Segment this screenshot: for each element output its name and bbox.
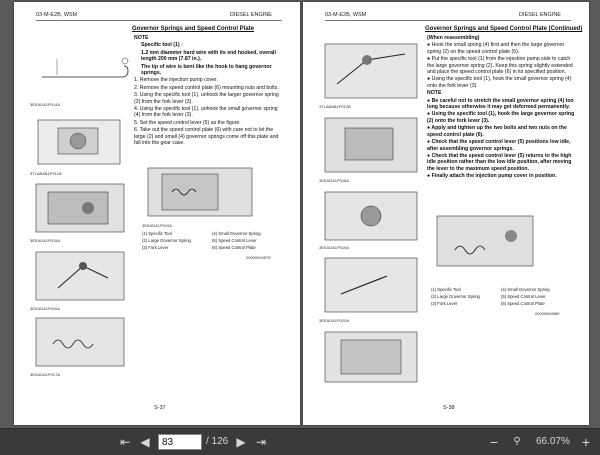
- note-line: Using the specific tool (1), hook the large governor spring (2) onto the fork lever (3).: [427, 111, 575, 124]
- legend-item: (2) Large Governor Spring: [142, 238, 191, 243]
- legend-item: (5) Speed Control Lever: [501, 294, 546, 299]
- legend-item: (1) Specific Tool: [431, 287, 461, 292]
- note-line: 1.2 mm diameter hard wire with its end hooked, overall length 200 mm (7.87 in.).: [141, 49, 276, 63]
- legend-item: (2) Large Governor Spring: [431, 294, 480, 299]
- viewer-toolbar: [0, 428, 600, 455]
- page-number-input[interactable]: [158, 434, 202, 450]
- bullet-item: ● Using the specific tool (1), hook the small governor spring (4) onto the fork lever (3).: [427, 76, 572, 89]
- page-total-label: / 126: [206, 436, 229, 447]
- step-text: 4. Using the specific tool (1), unhook the small governor spring (4) from the fork lever (3).: [134, 106, 278, 119]
- page-number: S-38: [443, 405, 455, 411]
- legend-item: (6) Speed Control Plate: [501, 301, 545, 306]
- figure-pump-side: [317, 114, 423, 176]
- legend-item: (4) Small Governor Spring: [501, 287, 550, 292]
- figure-code: 3EEADA1P019A: [142, 223, 173, 228]
- zoom-search-icon[interactable]: ⚲: [513, 436, 521, 447]
- legend-item: (1) Specific Tool: [142, 231, 172, 236]
- step-text: 5. Set the speed control lever (5) as the figure.: [134, 119, 241, 126]
- previous-page-icon[interactable]: ◀: [140, 435, 150, 449]
- specific-tool-diagram: [32, 47, 132, 99]
- figure-plate-position: [317, 188, 423, 244]
- first-page-icon[interactable]: ⇤: [119, 435, 131, 449]
- note-line: Check that the speed control lever (5) positions low idle, after assembling governor springs.: [427, 139, 571, 152]
- figure-code: 3EEADA1P020A: [319, 318, 350, 323]
- figure-governor-springs: [142, 164, 262, 222]
- bullet-item: ● Put the specific tool (1) from the injection pump side to catch the large governor spring (2). Keep this spring slightly extended and place the speed control plate (6) in its specified position.: [427, 56, 573, 76]
- document-code: 0000000457E: [246, 255, 271, 260]
- subheading: (When reassembling): [427, 35, 480, 41]
- legend-item: (5) Speed Control Lever: [212, 238, 257, 243]
- bullet-item: ● Hook the small spring (4) first and then the large governor spring (2) on the speed control plate (6).: [427, 42, 565, 55]
- section-title: Governor Springs and Speed Control Plate: [132, 26, 255, 32]
- next-page-icon[interactable]: ▶: [236, 435, 246, 449]
- header-rule: [325, 20, 571, 21]
- step-text: 2. Remove the speed control plate (6) mounting nuts and bolts.: [134, 84, 279, 91]
- figure-hook-spring: [317, 40, 423, 102]
- figure-control-plate: [431, 212, 541, 272]
- figure-fork-lever: [28, 248, 132, 304]
- figure-speed-lever: [317, 254, 423, 316]
- note-line: Be careful not to stretch the small governor spring (4) too long because otherwise it may get deformed permanently.: [427, 97, 574, 111]
- section-title: Governor Springs and Speed Control Plate (Continued): [425, 26, 583, 32]
- last-page-icon[interactable]: ⇥: [255, 435, 267, 449]
- note-line: Specific tool (1) :: [141, 42, 183, 49]
- page-header-left: 03-M-E2B, WSM: [325, 12, 367, 18]
- note-line: Finally attach the injection pump cover in position.: [431, 173, 557, 180]
- figure-legend: [431, 286, 571, 307]
- figure-code: 3EEADA1P017A: [30, 372, 61, 377]
- figure-code: 3EEADA1P018A: [319, 178, 350, 183]
- document-page-left: [14, 2, 300, 425]
- step-text: 1. Remove the injection pump cover.: [134, 77, 218, 84]
- note-heading: NOTE: [427, 90, 442, 97]
- bullet-text: Put the specific tool (1) from the injection pump side to catch the large governor spring (2). Keep this spring slightly extended and place the speed control plate (6) in its specified position.: [427, 56, 573, 76]
- bullet-text: Using the specific tool (1), hook the small governor spring (4) onto the fork lever (3).: [427, 76, 572, 89]
- figure-code: 3EEADA1P016A: [30, 306, 61, 311]
- note-block: [134, 35, 284, 148]
- page-header-left: 03-M-E2B, WSM: [36, 12, 78, 18]
- page-header-right: DIESEL ENGINE: [519, 12, 561, 18]
- document-code: 0000006498E: [535, 311, 560, 316]
- figure-code: 3EEADA1P014A: [30, 102, 61, 107]
- note-heading: NOTE: [134, 35, 149, 41]
- note-line: The tip of wire is bent like the hook to hang governor springs.: [141, 63, 272, 77]
- step-text: 6. Take out the speed control plate (6) with care not to let the large (2) and small (4) governor springs come off this plate and fall into the gear case.: [134, 127, 279, 147]
- legend-item: (3) Fork Lever: [142, 245, 169, 250]
- legend-item: (3) Fork Lever: [431, 301, 458, 306]
- legend-item: (6) Speed Control Plate: [212, 245, 256, 250]
- figure-code: 3EEADA1P019A: [319, 245, 350, 250]
- figure-code: 3TLABAB1P011B: [30, 171, 62, 176]
- figure-code: 3EEADA1P015A: [30, 238, 61, 243]
- figure-code: 3TLABAB1P012B: [319, 104, 351, 109]
- legend-item: (4) Small Governor Spring: [212, 231, 261, 236]
- figure-legend: [142, 230, 282, 251]
- zoom-level-label: 66.07%: [536, 436, 570, 447]
- page-number: S-37: [154, 405, 166, 411]
- document-page-right: [303, 2, 589, 425]
- note-block: (When reassembling) ● Hook the small spring (4) first and then the large governor spring (2) on the speed control plate (6). ● Put the specific tool (1) from the injection pump side to catch the large governor spring (2). Keep this spring slightly extended and place the speed control plate (6) in its specified position. ● Using the specific tool (1), hook the small governor spring (4) onto the fork lever (3). NOTE ● Be careful not to stretch the small governor spring (4) too long because otherwise it may get deformed permanently. ● Using the specific tool (1), hook the large governor spring (2) onto the fork lever (3). ● Apply and tighten up the two bolts and two nuts on the speed control plate (6). ● Check that the speed control lever (5) positions low idle, after assembling governor springs. ● Check that the speed control lever (5) returns to the high idle position rather than the low idle position, after moving the lever to the maximum speed position. ● Finally attach the injection pump cover in position.: [427, 35, 575, 180]
- page-header-right: DIESEL ENGINE: [230, 12, 272, 18]
- figure-pump-cover: [317, 328, 423, 386]
- step-text: 3. Using the specific tool (1), unhook the larger governor spring (2) from the fork lever (3).: [134, 92, 279, 105]
- figure-small-spring: [28, 314, 132, 370]
- note-line: Check that the speed control lever (5) returns to the high idle position rather than the low idle position, after moving the lever to the maximum speed position.: [427, 152, 572, 172]
- bullet-text: Hook the small spring (4) first and then the large governor spring (2) on the speed control plate (6).: [427, 42, 565, 55]
- figure-speed-plate: [28, 180, 132, 236]
- zoom-in-icon[interactable]: +: [581, 434, 591, 450]
- header-rule: [36, 20, 282, 21]
- note-line: Apply and tighten up the two bolts and two nuts on the speed control plate (6).: [427, 125, 567, 138]
- zoom-out-icon[interactable]: −: [489, 434, 499, 450]
- figure-injection-pump: [28, 114, 132, 169]
